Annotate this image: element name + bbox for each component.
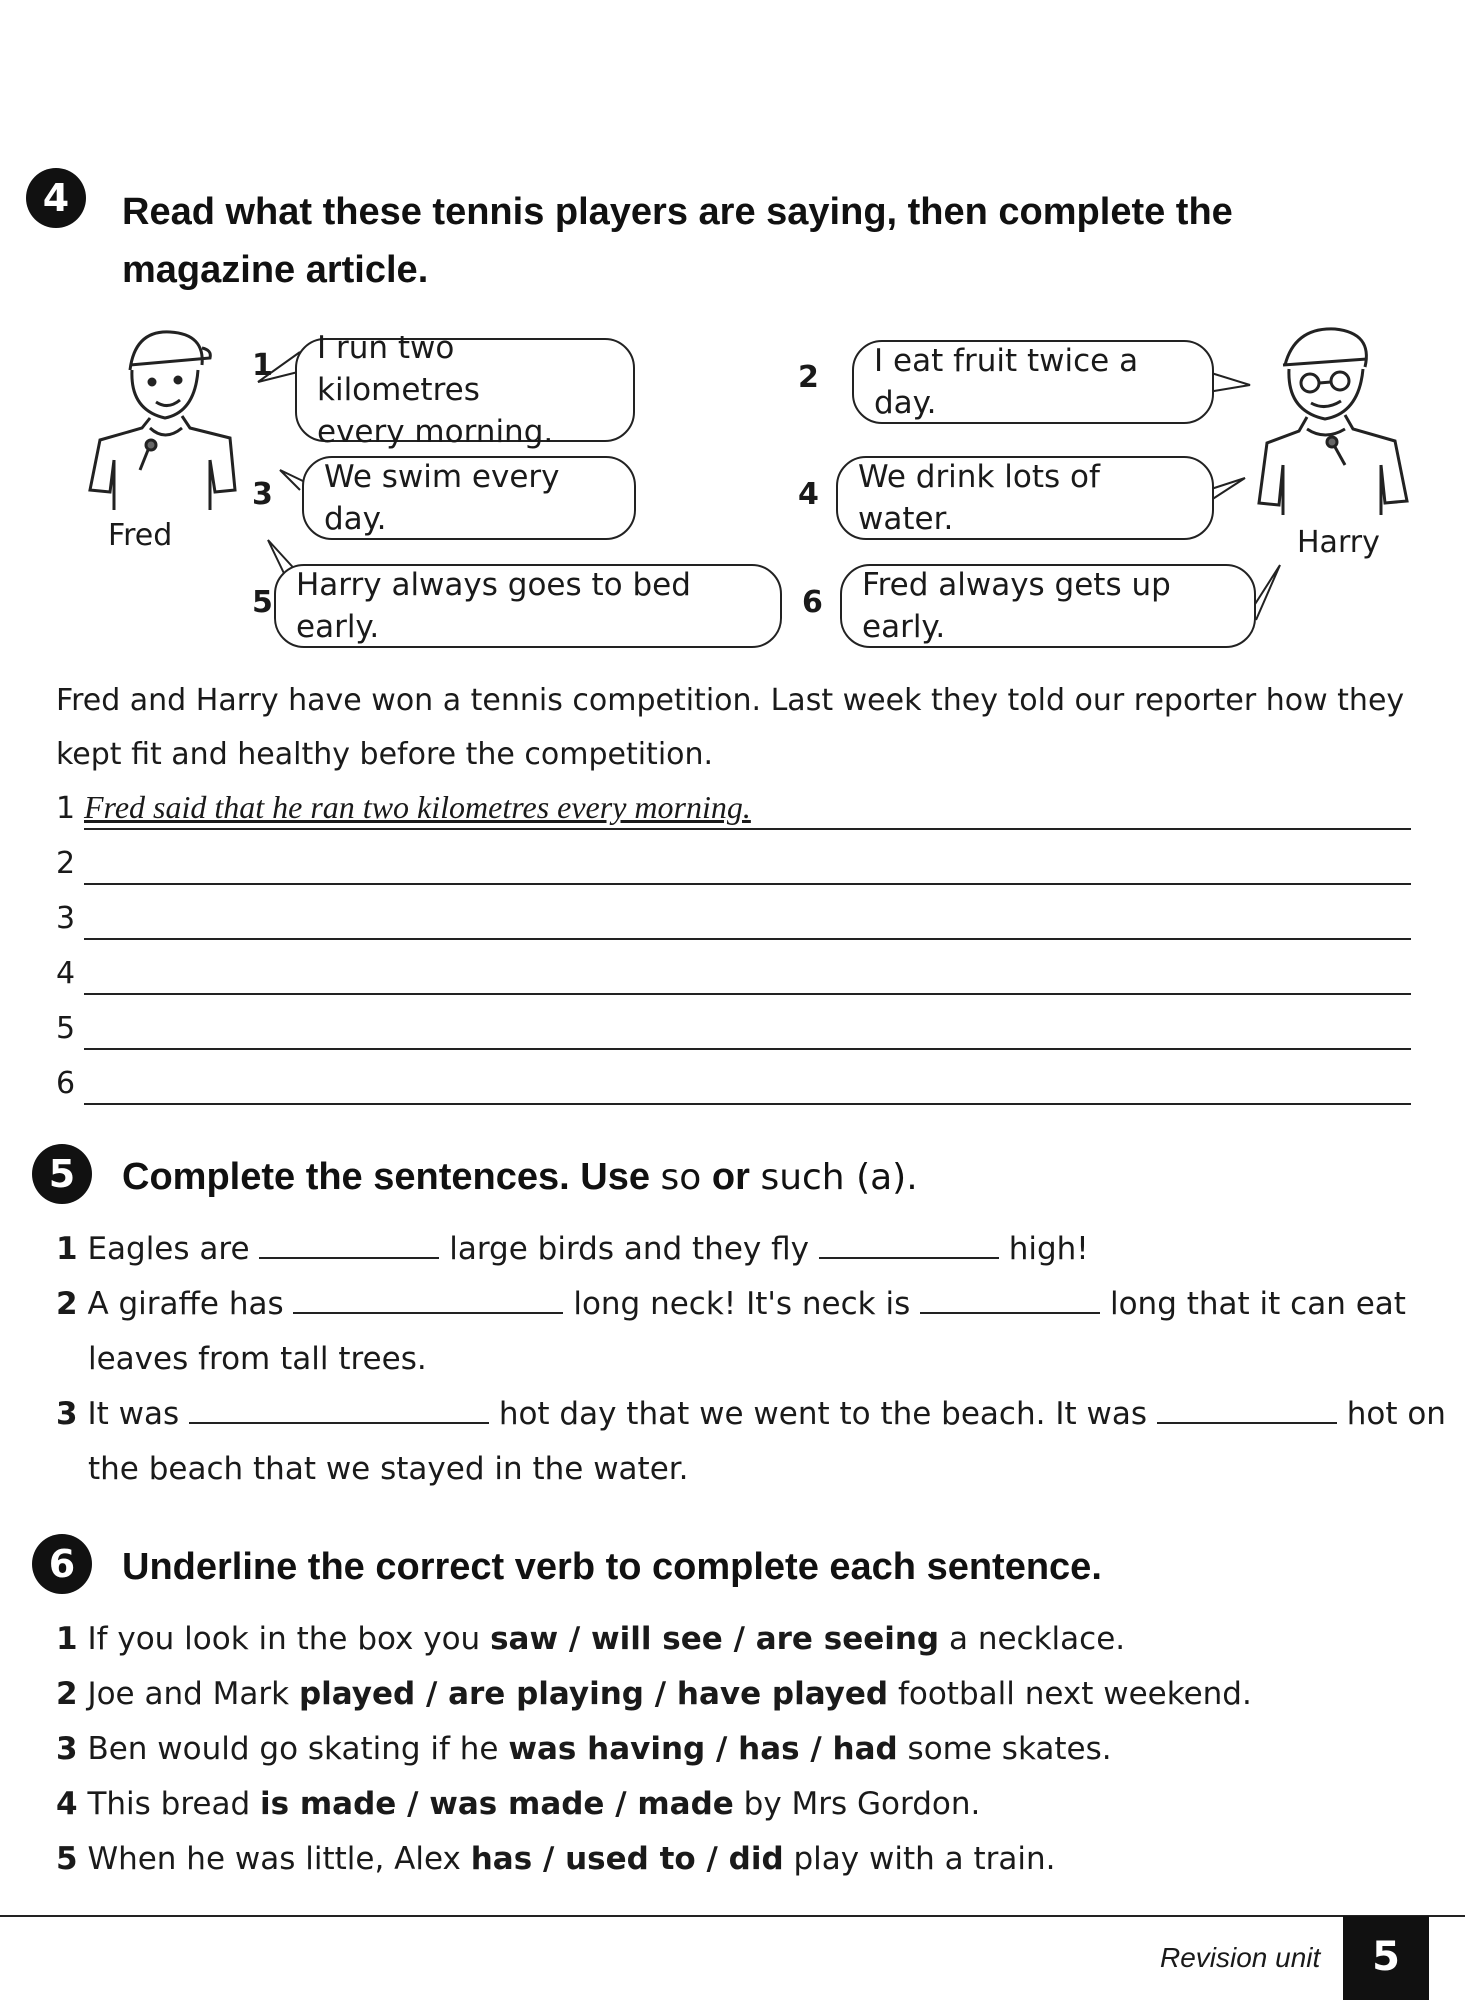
bubble-1-text-line2: every morning. (317, 414, 554, 450)
bubble-6-text: Fred always gets up early. (862, 567, 1171, 645)
ex6-item-3-number: 3 (56, 1731, 78, 1767)
ex5-s1-blank-2[interactable] (819, 1227, 999, 1259)
exercise-5-title-so: so (660, 1157, 702, 1198)
ex6-item-1-pre: If you look in the box you (87, 1621, 481, 1657)
bubble-3-number: 3 (252, 477, 273, 512)
answer-3-rule (84, 938, 1411, 940)
footer-divider (0, 1915, 1465, 1917)
ex6-item-4-post: by Mrs Gordon. (743, 1786, 981, 1822)
ex6-item-1-post: a necklace. (948, 1621, 1126, 1657)
exercise-5-title (122, 1148, 918, 1207)
speech-bubble-4 (836, 456, 1214, 540)
answer-4-number: 4 (56, 956, 76, 991)
ex5-s3-blank-1[interactable] (189, 1392, 489, 1424)
ex5-sentence-2-cont: leaves from tall trees. (88, 1341, 427, 1377)
ex6-item-1 (56, 1612, 1125, 1666)
ex6-item-2-options[interactable]: played / are playing / have played (298, 1676, 889, 1712)
ex5-s1-part-c: high! (1008, 1231, 1089, 1267)
ex6-item-2-pre: Joe and Mark (87, 1676, 290, 1712)
bubble-3-text: We swim every day. (324, 459, 560, 537)
ex5-s3-blank-2[interactable] (1157, 1392, 1337, 1424)
ex5-s1-number: 1 (56, 1231, 78, 1267)
bubble-1-text-line1: I run two kilometres (317, 330, 480, 408)
speech-bubble-3 (302, 456, 636, 540)
answer-2-rule (84, 883, 1411, 885)
ex6-item-5-number: 5 (56, 1841, 78, 1877)
ex5-sentence-3-cont: the beach that we stayed in the water. (88, 1451, 689, 1487)
ex6-item-4 (56, 1777, 980, 1831)
bubble-5-text: Harry always goes to bed early. (296, 567, 691, 645)
exercise-5-badge: 5 (32, 1144, 92, 1204)
answer-line-1[interactable] (56, 790, 1411, 830)
answer-5-number: 5 (56, 1011, 76, 1046)
page-number: 5 (1343, 1916, 1429, 2000)
footer-unit-label: Revision unit (1160, 1942, 1321, 1973)
exercise-4-title-line1: Read what these tennis players are saying, then complete the (122, 191, 1233, 233)
exercise-4-badge: 4 (26, 168, 86, 228)
ex5-sentence-2 (56, 1277, 1406, 1331)
answer-line-2[interactable] (56, 845, 1411, 885)
answer-6-rule (84, 1103, 1411, 1105)
ex5-s3-part-c: hot on (1346, 1396, 1446, 1432)
exercise-4-intro-line1: Fred and Harry have won a tennis competition. Last week they told our reporter how they (56, 683, 1405, 718)
ex5-s3-part-b: hot day that we went to the beach. It was (498, 1396, 1147, 1432)
ex5-s2-part-c: long that it can eat (1109, 1286, 1406, 1322)
answer-1-rule (84, 828, 1411, 830)
ex5-s3-part-a: It was (87, 1396, 180, 1432)
bubble-2-number: 2 (798, 360, 819, 395)
ex5-sentence-3 (56, 1387, 1446, 1441)
ex6-item-5-pre: When he was little, Alex (87, 1841, 461, 1877)
exercise-6-title: Underline the correct verb to complete each sentence. (122, 1546, 1102, 1588)
answer-line-6[interactable] (56, 1065, 1411, 1105)
exercise-5-title-such: such (a). (760, 1157, 918, 1198)
speech-bubble-5 (274, 564, 782, 648)
answer-1-handwriting: Fred said that he ran two kilometres every morning. (84, 789, 751, 825)
ex5-s1-part-a: Eagles are (87, 1231, 250, 1267)
exercise-4-intro-line2: kept fit and healthy before the competition. (56, 737, 714, 772)
speech-bubble-1 (295, 330, 635, 450)
ex6-item-4-pre: This bread (87, 1786, 251, 1822)
ex5-s2-part-b: long neck! It's neck is (573, 1286, 911, 1322)
ex5-s1-blank-1[interactable] (259, 1227, 439, 1259)
answer-5-rule (84, 1048, 1411, 1050)
ex6-item-5-options[interactable]: has / used to / did (470, 1841, 784, 1877)
ex6-item-3-options[interactable]: was having / has / had (508, 1731, 898, 1767)
ex5-s2-number: 2 (56, 1286, 78, 1322)
ex6-item-2-post: football next weekend. (897, 1676, 1252, 1712)
bubble-4-number: 4 (798, 477, 819, 512)
ex6-item-4-options[interactable]: is made / was made / made (260, 1786, 734, 1822)
ex6-item-5 (56, 1832, 1055, 1886)
harry-label: Harry (1297, 525, 1380, 560)
bubble-1-number: 1 (252, 348, 273, 383)
answer-1-number: 1 (56, 791, 76, 826)
exercise-4-title-line2: magazine article. (122, 249, 429, 291)
speech-bubble-2 (852, 340, 1214, 424)
exercise-5-title-main: Complete the sentences. Use (122, 1156, 650, 1198)
ex5-s2-blank-1[interactable] (293, 1282, 563, 1314)
ex6-item-2 (56, 1667, 1252, 1721)
answer-line-3[interactable] (56, 900, 1411, 940)
exercise-5-title-or: or (711, 1156, 750, 1198)
ex6-item-5-post: play with a train. (793, 1841, 1056, 1877)
ex6-item-1-options[interactable]: saw / will see / are seeing (490, 1621, 940, 1657)
ex6-item-3-post: some skates. (907, 1731, 1112, 1767)
answer-4-rule (84, 993, 1411, 995)
speech-bubble-6 (840, 564, 1256, 648)
answer-2-number: 2 (56, 846, 76, 881)
exercise-6-badge: 6 (32, 1534, 92, 1594)
ex6-item-1-number: 1 (56, 1621, 78, 1657)
ex5-s3-number: 3 (56, 1396, 78, 1432)
ex5-sentence-1 (56, 1222, 1089, 1276)
answer-line-4[interactable] (56, 955, 1411, 995)
bubble-5-number: 5 (252, 585, 273, 620)
ex5-s2-blank-2[interactable] (920, 1282, 1100, 1314)
ex6-item-3 (56, 1722, 1112, 1776)
answer-line-5[interactable] (56, 1010, 1411, 1050)
ex6-item-4-number: 4 (56, 1786, 78, 1822)
ex5-s2-part-a: A giraffe has (87, 1286, 284, 1322)
ex5-s1-part-b: large birds and they fly (449, 1231, 809, 1267)
bubble-2-text: I eat fruit twice a day. (874, 343, 1139, 421)
bubble-6-number: 6 (802, 585, 823, 620)
ex6-item-2-number: 2 (56, 1676, 78, 1712)
answer-6-number: 6 (56, 1066, 76, 1101)
bubble-4-text: We drink lots of water. (858, 459, 1100, 537)
fred-label: Fred (108, 518, 173, 553)
ex6-item-3-pre: Ben would go skating if he (87, 1731, 499, 1767)
answer-3-number: 3 (56, 901, 76, 936)
